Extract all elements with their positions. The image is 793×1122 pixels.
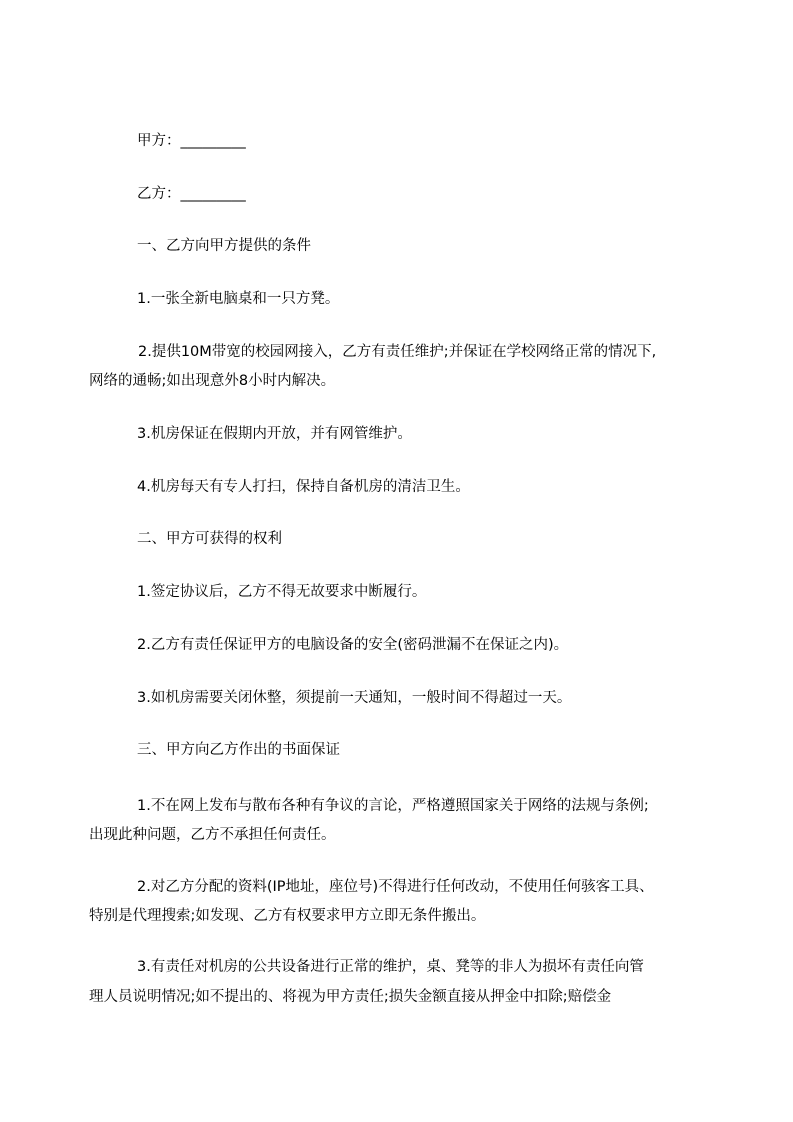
section-1-item-3: 3.机房保证在假期内开放，并有网管维护。 <box>137 426 412 442</box>
section-2-heading: 二、甲方可获得的权利 <box>137 531 282 547</box>
section-1-item-2-line-2: 网络的通畅;如出现意外8小时内解决。 <box>89 373 336 389</box>
section-3-item-2-line-1: 2.对乙方分配的资料(IP地址，座位号)不得进行任何改动，不使用任何骇客工具、 <box>137 879 654 895</box>
section-1-heading: 一、乙方向甲方提供的条件 <box>137 238 311 254</box>
section-1-item-4: 4.机房每天有专人打扫，保持自备机房的清洁卫生。 <box>137 479 470 495</box>
section-2-item-1: 1.签定协议后，乙方不得无故要求中断履行。 <box>137 584 427 600</box>
section-2-item-2: 2.乙方有责任保证甲方的电脑设备的安全(密码泄漏不在保证之内)。 <box>137 637 569 653</box>
section-3-item-2-line-2: 特别是代理搜索;如发现、乙方有权要求甲方立即无条件搬出。 <box>89 908 486 924</box>
party-a-line: 甲方：_________ <box>137 133 246 149</box>
section-3-heading: 三、甲方向乙方作出的书面保证 <box>137 742 340 758</box>
section-1-item-2-line-1: 2.提供10M带宽的校园网接入，乙方有责任维护;并保证在学校网络正常的情况下, <box>138 344 657 360</box>
section-3-item-3-line-2: 理人员说明情况;如不提出的、将视为甲方责任;损失金额直接从押金中扣除;赔偿金 <box>89 989 612 1005</box>
section-1-item-1: 1.一张全新电脑桌和一只方凳。 <box>137 291 340 307</box>
section-3-item-1-line-1: 1.不在网上发布与散布各种有争议的言论，严格遵照国家关于网络的法规与条例; <box>137 798 649 814</box>
section-3-item-3-line-1: 3.有责任对机房的公共设备进行正常的维护，桌、凳等的非人为损坏有责任向管 <box>137 959 644 975</box>
section-3-item-1-line-2: 出现此种问题，乙方不承担任何责任。 <box>89 827 336 843</box>
party-b-line: 乙方：_________ <box>137 186 246 202</box>
section-2-item-3: 3.如机房需要关闭休整，须提前一天通知，一般时间不得超过一天。 <box>137 690 572 706</box>
